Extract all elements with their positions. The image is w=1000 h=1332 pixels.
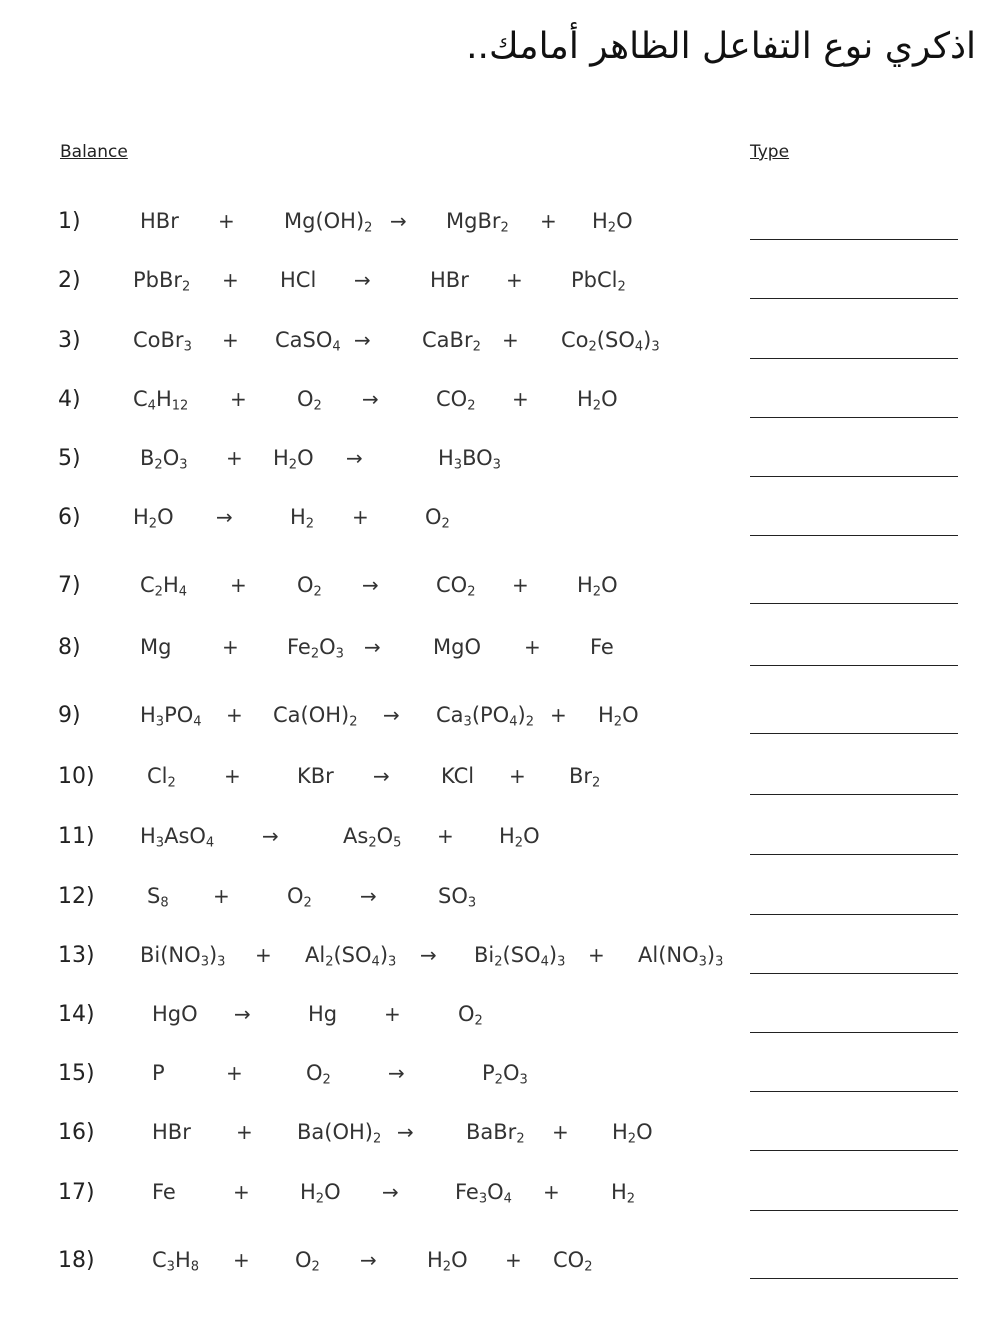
reaction-arrow-icon: → — [262, 824, 279, 848]
type-answer-blank[interactable] — [750, 417, 958, 418]
chemical-formula: HBr — [140, 209, 179, 233]
reaction-number: 14) — [58, 1002, 95, 1027]
reaction-number: 5) — [58, 446, 81, 471]
reaction-arrow-icon: → — [382, 1180, 399, 1204]
reaction-number: 6) — [58, 505, 81, 530]
plus-sign: + — [218, 209, 235, 233]
type-answer-blank[interactable] — [750, 358, 958, 359]
chemical-formula: $H_2$ — [290, 505, 315, 532]
balance-header: Balance — [60, 142, 128, 162]
reaction-row — [0, 1002, 1000, 1042]
plus-sign: + — [213, 884, 230, 908]
chemical-formula: CaBr$_2$ — [422, 328, 481, 355]
plus-sign: + — [437, 824, 454, 848]
chemical-formula: $Al_2(SO_4)_3$ — [305, 943, 397, 970]
chemical-formula: HBr — [152, 1120, 191, 1144]
reaction-row — [0, 1180, 1000, 1220]
chemical-formula: KBr — [297, 764, 334, 788]
chemical-formula: $H_3BO_3$ — [438, 446, 501, 473]
chemical-formula: HBr — [430, 268, 469, 292]
chemical-formula: MgO — [433, 635, 481, 659]
chemical-formula: Hg — [308, 1002, 338, 1026]
reaction-number: 11) — [58, 824, 95, 849]
chemical-formula: $Ca_3(PO_4)_2$ — [436, 703, 534, 730]
chemical-formula: Fe — [152, 1180, 176, 1204]
reaction-number: 17) — [58, 1180, 95, 1205]
chemical-formula: $O_2$ — [297, 573, 322, 600]
reaction-arrow-icon: → — [360, 884, 377, 908]
type-answer-blank[interactable] — [750, 1091, 958, 1092]
type-answer-blank[interactable] — [750, 1150, 958, 1151]
plus-sign: + — [222, 268, 239, 292]
chemical-formula: KCl — [441, 764, 475, 788]
chemical-formula: $CO_2$ — [436, 387, 476, 414]
plus-sign: + — [222, 328, 239, 352]
chemical-formula: $B_2O_3$ — [140, 446, 188, 473]
plus-sign: + — [524, 635, 541, 659]
chemical-formula: $H_2O$ — [612, 1120, 653, 1147]
plus-sign: + — [255, 943, 272, 967]
chemical-formula: $S_8$ — [147, 884, 169, 911]
chemical-formula: $H_2O$ — [273, 446, 314, 473]
type-answer-blank[interactable] — [750, 535, 958, 536]
reaction-row — [0, 764, 1000, 804]
chemical-formula: $C_2H_4$ — [140, 573, 188, 600]
reaction-arrow-icon: → — [216, 505, 233, 529]
chemical-formula: $Al(NO_3)_3$ — [638, 943, 724, 970]
chemical-formula: $CO_2$ — [436, 573, 476, 600]
plus-sign: + — [224, 764, 241, 788]
reaction-row — [0, 1061, 1000, 1101]
type-answer-blank[interactable] — [750, 794, 958, 795]
chemical-formula: $Mg(OH)_2$ — [284, 209, 373, 236]
reaction-number: 13) — [58, 943, 95, 968]
chemical-formula: $SO_3$ — [438, 884, 477, 911]
plus-sign: + — [505, 1248, 522, 1272]
chemical-formula: $Co_2(SO_4)_3$ — [561, 328, 660, 355]
reaction-row — [0, 573, 1000, 613]
type-answer-blank[interactable] — [750, 239, 958, 240]
reaction-number: 9) — [58, 703, 81, 728]
chemical-formula: $Cl_2$ — [147, 764, 176, 791]
chemical-formula: $H_2O$ — [598, 703, 639, 730]
plus-sign: + — [550, 703, 567, 727]
plus-sign: + — [540, 209, 557, 233]
type-answer-blank[interactable] — [750, 603, 958, 604]
reaction-arrow-icon: → — [373, 764, 390, 788]
plus-sign: + — [384, 1002, 401, 1026]
reaction-arrow-icon: → — [388, 1061, 405, 1085]
chemical-formula: BaBr$_2$ — [466, 1120, 525, 1147]
reaction-number: 18) — [58, 1248, 95, 1273]
chemical-formula: $As_2O_5$ — [343, 824, 402, 851]
chemical-formula: P — [152, 1061, 165, 1085]
reaction-number: 8) — [58, 635, 81, 660]
plus-sign: + — [233, 1180, 250, 1204]
reaction-row — [0, 1120, 1000, 1160]
chemical-formula: $C_4H_{12}$ — [133, 387, 189, 414]
plus-sign: + — [588, 943, 605, 967]
plus-sign: + — [502, 328, 519, 352]
reaction-row — [0, 824, 1000, 864]
chemical-formula: PbBr$_2$ — [133, 268, 191, 295]
type-header: Type — [750, 142, 790, 162]
reaction-arrow-icon: → — [360, 1248, 377, 1272]
chemical-formula: $H_2O$ — [499, 824, 540, 851]
reaction-number: 1) — [58, 209, 81, 234]
chemical-formula: $H_2$ — [611, 1180, 636, 1207]
reaction-number: 2) — [58, 268, 81, 293]
reaction-row — [0, 209, 1000, 249]
plus-sign: + — [226, 703, 243, 727]
plus-sign: + — [506, 268, 523, 292]
chemical-formula: HgO — [152, 1002, 198, 1026]
plus-sign: + — [552, 1120, 569, 1144]
chemical-formula: $O_2$ — [297, 387, 322, 414]
plus-sign: + — [236, 1120, 253, 1144]
chemical-formula: $H_2O$ — [592, 209, 633, 236]
reaction-row — [0, 1248, 1000, 1288]
chemical-formula: $C_3H_8$ — [152, 1248, 200, 1275]
reaction-arrow-icon: → — [390, 209, 407, 233]
chemical-formula: $Fe_3O_4$ — [455, 1180, 512, 1207]
reaction-arrow-icon: → — [383, 703, 400, 727]
reaction-row — [0, 635, 1000, 675]
plus-sign: + — [512, 387, 529, 411]
chemical-formula: HCl — [280, 268, 317, 292]
reaction-row — [0, 703, 1000, 743]
reaction-arrow-icon: → — [234, 1002, 251, 1026]
type-answer-blank[interactable] — [750, 1278, 958, 1279]
chemical-formula: Fe — [590, 635, 614, 659]
plus-sign: + — [512, 573, 529, 597]
chemical-formula: $H_2O$ — [577, 387, 618, 414]
chemical-formula: $Ca(OH)_2$ — [273, 703, 358, 730]
reaction-number: 16) — [58, 1120, 95, 1145]
reaction-row — [0, 328, 1000, 368]
plus-sign: + — [222, 635, 239, 659]
chemical-formula: CaSO$_4$ — [275, 328, 341, 355]
reaction-arrow-icon: → — [397, 1120, 414, 1144]
type-answer-blank[interactable] — [750, 733, 958, 734]
plus-sign: + — [230, 573, 247, 597]
reaction-arrow-icon: → — [354, 268, 371, 292]
chemical-formula: $CO_2$ — [553, 1248, 593, 1275]
plus-sign: + — [509, 764, 526, 788]
reaction-arrow-icon: → — [354, 328, 371, 352]
reaction-number: 4) — [58, 387, 81, 412]
reaction-number: 10) — [58, 764, 95, 789]
reaction-row — [0, 943, 1000, 983]
chemical-formula: CoBr$_3$ — [133, 328, 192, 355]
plus-sign: + — [543, 1180, 560, 1204]
plus-sign: + — [230, 387, 247, 411]
plus-sign: + — [352, 505, 369, 529]
type-answer-blank[interactable] — [750, 973, 958, 974]
chemical-formula: $Bi_2(SO_4)_3$ — [474, 943, 566, 970]
reaction-arrow-icon: → — [346, 446, 363, 470]
chemical-formula: $H_3AsO_4$ — [140, 824, 215, 851]
chemical-formula: $O_2$ — [306, 1061, 331, 1088]
reaction-row — [0, 446, 1000, 486]
type-answer-blank[interactable] — [750, 914, 958, 915]
type-answer-blank[interactable] — [750, 665, 958, 666]
chemical-formula: MgBr$_2$ — [446, 209, 509, 236]
chemical-formula: $Bi(NO_3)_3$ — [140, 943, 226, 970]
chemical-formula: $P_2O_3$ — [482, 1061, 528, 1088]
chemical-formula: $O_2$ — [295, 1248, 320, 1275]
type-answer-blank[interactable] — [750, 476, 958, 477]
chemical-formula: $H_2O$ — [577, 573, 618, 600]
reaction-row — [0, 884, 1000, 924]
reaction-number: 12) — [58, 884, 95, 909]
reaction-row — [0, 387, 1000, 427]
type-answer-blank[interactable] — [750, 1032, 958, 1033]
chemical-formula: $Br_2$ — [569, 764, 601, 791]
reaction-arrow-icon: → — [362, 387, 379, 411]
plus-sign: + — [233, 1248, 250, 1272]
chemical-formula: $H_2O$ — [427, 1248, 468, 1275]
chemical-formula: PbCl$_2$ — [571, 268, 626, 295]
page-title: اذكري نوع التفاعل الظاهر أمامك.. — [466, 26, 976, 67]
type-answer-blank[interactable] — [750, 854, 958, 855]
chemical-formula: Mg — [140, 635, 172, 659]
chemical-formula: $H_3PO_4$ — [140, 703, 202, 730]
chemical-formula: $Ba(OH)_2$ — [297, 1120, 382, 1147]
reaction-number: 7) — [58, 573, 81, 598]
reaction-arrow-icon: → — [420, 943, 437, 967]
reaction-row — [0, 268, 1000, 308]
chemical-formula: $Fe_2O_3$ — [287, 635, 344, 662]
reaction-arrow-icon: → — [362, 573, 379, 597]
reaction-number: 3) — [58, 328, 81, 353]
plus-sign: + — [226, 1061, 243, 1085]
chemical-formula: $O_2$ — [287, 884, 312, 911]
chemical-formula: $H_2O$ — [300, 1180, 341, 1207]
chemical-formula: $O_2$ — [425, 505, 450, 532]
reaction-row — [0, 505, 1000, 545]
type-answer-blank[interactable] — [750, 298, 958, 299]
chemical-formula: $H_2O$ — [133, 505, 174, 532]
plus-sign: + — [226, 446, 243, 470]
type-answer-blank[interactable] — [750, 1210, 958, 1211]
chemical-formula: $O_2$ — [458, 1002, 483, 1029]
reaction-number: 15) — [58, 1061, 95, 1086]
reaction-arrow-icon: → — [364, 635, 381, 659]
